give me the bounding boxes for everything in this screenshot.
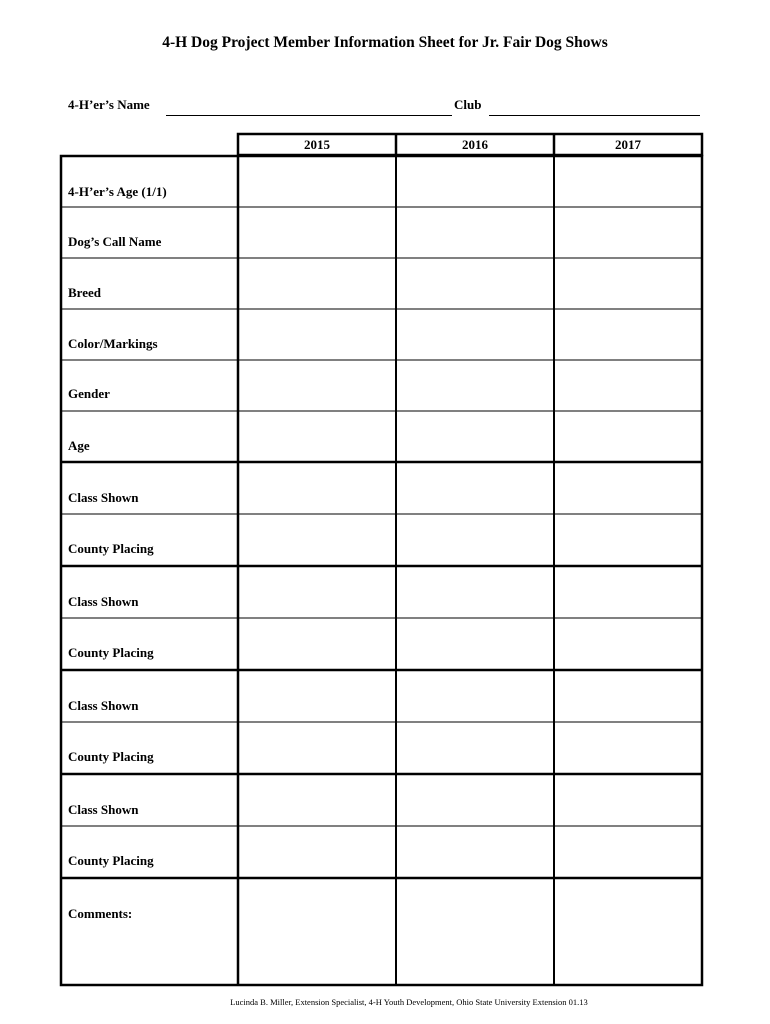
name-label: 4-H’er’s Name [68, 97, 150, 112]
row-label-gender: Gender [68, 386, 110, 401]
row-label-color: Color/Markings [68, 336, 158, 351]
row-label-county-placing-1: County Placing [68, 541, 154, 556]
row-label-county-placing-4: County Placing [68, 853, 154, 868]
row-label-breed: Breed [68, 285, 101, 300]
row-label-comments: Comments: [68, 906, 133, 921]
row-label-class-shown-1: Class Shown [68, 490, 139, 505]
year-header-1: 2015 [304, 137, 330, 152]
page-title: 4-H Dog Project Member Information Sheet for Jr. Fair Dog Shows [162, 34, 608, 51]
row-label-class-shown-2: Class Shown [68, 594, 139, 609]
row-label-county-placing-3: County Placing [68, 749, 154, 764]
row-label-age: Age [68, 438, 90, 453]
row-label-county-placing-2: County Placing [68, 645, 154, 660]
row-label-class-shown-3: Class Shown [68, 698, 139, 713]
year-header-2: 2016 [462, 137, 488, 152]
row-label-class-shown-4: Class Shown [68, 802, 139, 817]
row-label-call-name: Dog’s Call Name [68, 234, 162, 249]
club-label: Club [454, 97, 482, 112]
row-label-age-1-1: 4-H’er’s Age (1/1) [68, 184, 167, 199]
year-header-3: 2017 [615, 137, 641, 152]
footer-credit: Lucinda B. Miller, Extension Specialist, 4-H Youth Development, Ohio State University Extension 01.13 [230, 997, 588, 1007]
